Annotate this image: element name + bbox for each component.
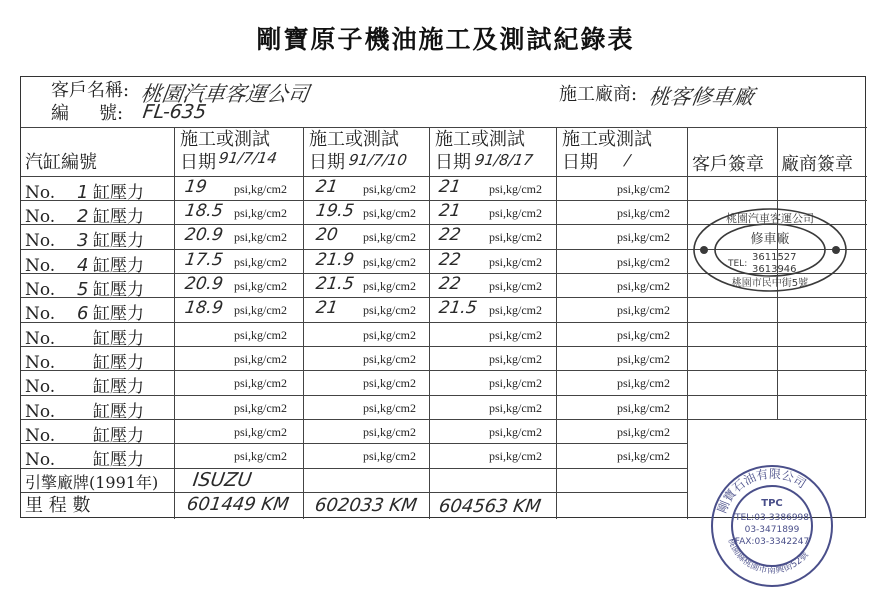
number-label-a: 編 [51,103,69,124]
repair-stamp-bottom: 桃園市民中街5號 [731,278,809,289]
pressure-unit: psi,kg/cm2 [363,328,416,342]
pressure-unit: psi,kg/cm2 [617,279,670,293]
row-index: 3 [77,230,89,251]
oil-company-stamp [707,462,837,590]
cylinder-row-label [25,251,144,276]
pressure-unit: psi,kg/cm2 [489,303,542,317]
factory-value: 桃客修車廠 [647,85,756,109]
col1-header-line1: 施工或測試 [180,129,270,150]
pressure-unit: psi,kg/cm2 [489,279,542,293]
pressure-unit: psi,kg/cm2 [234,255,287,269]
mileage-label: 里 程 數 [25,495,91,516]
row-no-label: No. [25,426,56,446]
record-sheet [20,76,866,518]
row-pressure-label: 缸壓力 [93,353,144,373]
pressure-unit: psi,kg/cm2 [363,230,416,244]
row-pressure-label: 缸壓力 [93,377,144,397]
pressure-unit: psi,kg/cm2 [234,303,287,317]
cylinder-row-label [25,445,144,470]
pressure-unit: psi,kg/cm2 [617,230,670,244]
pressure-unit: psi,kg/cm2 [234,328,287,342]
pressure-unit: psi,kg/cm2 [617,328,670,342]
pressure-unit: psi,kg/cm2 [617,182,670,196]
cylinder-row-label [25,202,144,227]
row-pressure-label: 缸壓力 [93,256,144,276]
row-no-label: No. [25,353,56,373]
number-label-b: 號: [99,103,124,124]
pressure-unit: psi,kg/cm2 [617,352,670,366]
cylinder-header: 汽缸編號 [25,152,97,173]
col4-date-label: 日期 [562,152,598,173]
number-value: FL-635 [141,101,208,123]
pressure-value: 21 [437,201,463,221]
row-no-label: No. [25,450,56,470]
oil-stamp-fax: FAX:03-3342247 [734,537,810,547]
oil-stamp-tel2: 03-3471899 [744,525,800,535]
pressure-value: 22 [437,225,463,245]
pressure-value: 18.9 [183,298,225,318]
col1-date-label: 日期 [180,152,216,173]
pressure-value: 17.5 [183,250,225,270]
col4-date-value: / [623,151,632,169]
pressure-unit: psi,kg/cm2 [617,401,670,415]
pressure-value: 21 [314,298,340,318]
row-no-label: No. [25,402,56,422]
row-pressure-label: 缸壓力 [93,426,144,446]
pressure-unit: psi,kg/cm2 [489,255,542,269]
pressure-value: 20.9 [183,274,225,294]
pressure-unit: psi,kg/cm2 [489,449,542,463]
pressure-unit: psi,kg/cm2 [363,425,416,439]
customer-sign-header: 客戶簽章 [692,154,764,175]
repair-stamp-top: 桃園汽車客運公司 [726,212,814,225]
pressure-unit: psi,kg/cm2 [617,255,670,269]
pressure-unit: psi,kg/cm2 [363,279,416,293]
pressure-unit: psi,kg/cm2 [234,425,287,439]
pressure-unit: psi,kg/cm2 [363,449,416,463]
repair-stamp-middle: 修車廠 [750,232,790,247]
oil-stamp-tel1: TEL:03-3386998 [734,513,810,523]
pressure-value: 20 [314,225,340,245]
pressure-unit: psi,kg/cm2 [617,206,670,220]
col4-header-line1: 施工或測試 [562,129,652,150]
pressure-unit: psi,kg/cm2 [489,401,542,415]
cylinder-row-label [25,421,144,446]
row-no-label: No. [25,183,56,203]
repair-stamp-tel-label: TEL: [728,259,748,269]
col1-date-value: 91/7/14 [217,149,279,167]
pressure-unit: psi,kg/cm2 [363,376,416,390]
pressure-unit: psi,kg/cm2 [363,255,416,269]
pressure-unit: psi,kg/cm2 [617,376,670,390]
row-no-label: No. [25,231,56,251]
row-pressure-label: 缸壓力 [93,450,144,470]
col2-date-value: 91/7/10 [347,151,409,169]
pressure-value: 18.5 [183,201,225,221]
cylinder-row-label [25,397,144,422]
pressure-value: 21.9 [314,250,356,270]
mileage-value-3: 604563 KM [437,496,543,517]
col3-header-line1: 施工或測試 [435,129,525,150]
pressure-unit: psi,kg/cm2 [489,328,542,342]
oil-stamp-ring: 剛寶石油有限公司 [714,466,809,516]
repair-stamp-tel2: 3613946 [752,264,797,275]
pressure-value: 22 [437,250,463,270]
pressure-unit: psi,kg/cm2 [363,352,416,366]
cylinder-row-label [25,324,144,349]
row-pressure-label: 缸壓力 [93,280,144,300]
row-index: 1 [77,182,89,203]
pressure-unit: psi,kg/cm2 [234,230,287,244]
pressure-unit: psi,kg/cm2 [234,182,287,196]
pressure-unit: psi,kg/cm2 [489,352,542,366]
customer-value: 桃園汽車客運公司 [139,82,311,106]
mileage-value-1: 601449 KM [185,494,291,515]
row-index: 4 [77,255,89,276]
col2-date-label: 日期 [309,152,345,173]
row-pressure-label: 缸壓力 [93,304,144,324]
row-pressure-label: 缸壓力 [93,183,144,203]
row-pressure-label: 缸壓力 [93,207,144,227]
pressure-value: 19.5 [314,201,356,221]
col3-date-label: 日期 [435,152,471,173]
row-pressure-label: 缸壓力 [93,231,144,251]
pressure-unit: psi,kg/cm2 [234,376,287,390]
row-no-label: No. [25,256,56,276]
page-title: 剛寶原子機油施工及測試紀錄表 [256,25,635,54]
pressure-unit: psi,kg/cm2 [363,182,416,196]
factory-label: 施工廠商: [559,84,638,105]
pressure-unit: psi,kg/cm2 [234,206,287,220]
pressure-value: 21 [314,177,340,197]
pressure-unit: psi,kg/cm2 [363,401,416,415]
cylinder-row-label [25,348,144,373]
cylinder-row-label [25,275,144,300]
pressure-value: 22 [437,274,463,294]
cylinder-row-label [25,299,144,324]
row-index: 2 [77,206,89,227]
pressure-unit: psi,kg/cm2 [489,376,542,390]
pressure-unit: psi,kg/cm2 [234,401,287,415]
engine-label: 引擎廠牌(1991年) [25,473,159,492]
pressure-value: 21.5 [314,274,356,294]
pressure-value: 21 [437,177,463,197]
pressure-value: 20.9 [183,225,225,245]
mileage-value-2: 602033 KM [313,495,419,516]
row-no-label: No. [25,280,56,300]
customer-label: 客戶名稱: [51,80,130,101]
pressure-unit: psi,kg/cm2 [617,449,670,463]
row-no-label: No. [25,329,56,349]
factory-sign-header: 廠商簽章 [781,154,853,175]
pressure-unit: psi,kg/cm2 [363,206,416,220]
pressure-unit: psi,kg/cm2 [234,279,287,293]
pressure-unit: psi,kg/cm2 [234,449,287,463]
engine-value: ISUZU [191,469,254,491]
repair-stamp-tel1: 3611527 [752,252,797,263]
pressure-unit: psi,kg/cm2 [489,230,542,244]
cylinder-row-label [25,372,144,397]
col2-header-line1: 施工或測試 [309,129,399,150]
pressure-unit: psi,kg/cm2 [489,206,542,220]
pressure-value: 19 [183,177,209,197]
repair-shop-stamp [690,205,850,295]
row-index: 6 [77,303,89,324]
pressure-unit: psi,kg/cm2 [617,425,670,439]
row-no-label: No. [25,207,56,227]
cylinder-row-label [25,226,144,251]
row-pressure-label: 缸壓力 [93,329,144,349]
row-no-label: No. [25,304,56,324]
cylinder-row-label [25,178,144,203]
row-no-label: No. [25,377,56,397]
pressure-unit: psi,kg/cm2 [617,303,670,317]
col3-date-value: 91/8/17 [473,151,535,169]
pressure-unit: psi,kg/cm2 [234,352,287,366]
row-pressure-label: 缸壓力 [93,402,144,422]
oil-stamp-bottom: 桃園縣桃園市南興街52號 [725,536,811,577]
pressure-unit: psi,kg/cm2 [489,182,542,196]
oil-stamp-center: TPC [761,498,783,509]
pressure-value: 21.5 [437,298,479,318]
pressure-unit: psi,kg/cm2 [489,425,542,439]
pressure-unit: psi,kg/cm2 [363,303,416,317]
row-index: 5 [77,279,89,300]
